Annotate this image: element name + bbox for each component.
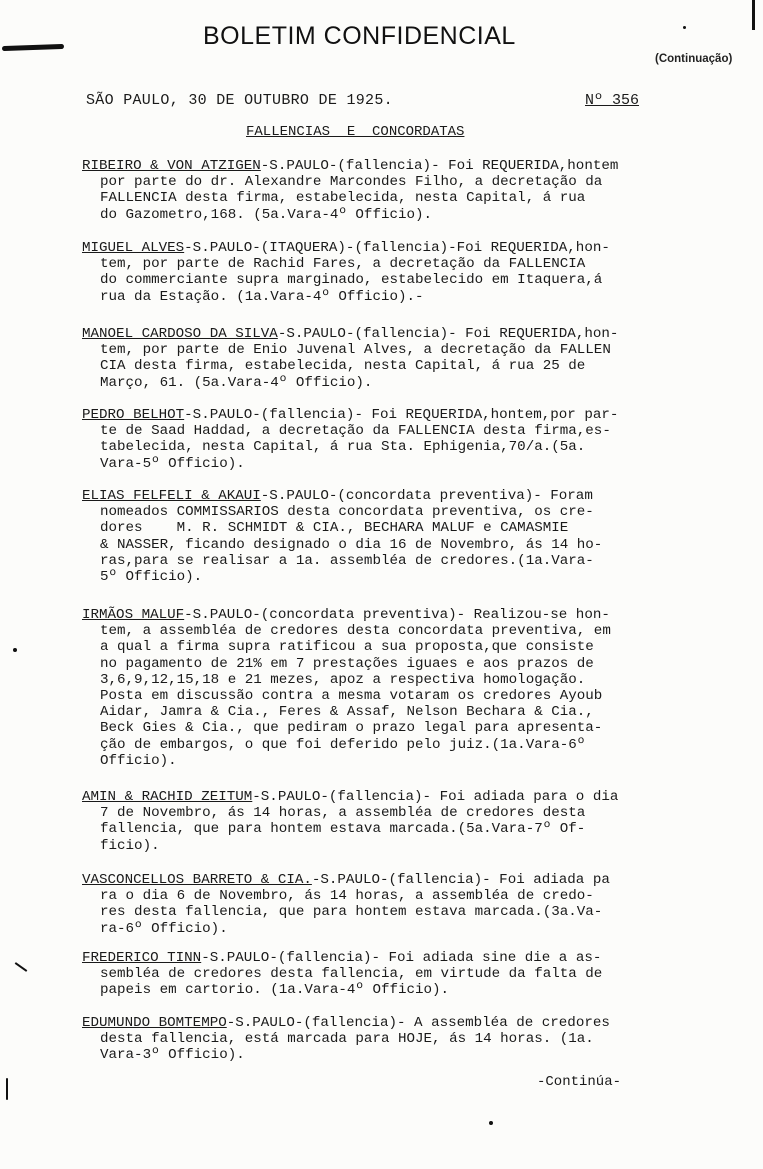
entry-text-line: ficio). bbox=[100, 837, 160, 854]
entry bbox=[82, 607, 611, 769]
entry-text-line: 5º Officio). bbox=[100, 568, 203, 585]
entry-name: VASCONCELLOS BARRETO & CIA. bbox=[82, 872, 312, 888]
entry-text-line: sembléa de credores desta fallencia, em virtude da falta de bbox=[100, 966, 603, 983]
entry-first-line bbox=[82, 240, 610, 256]
entry bbox=[82, 158, 618, 223]
scan-dot bbox=[489, 1121, 493, 1125]
entry-name: AMIN & RACHID ZEITUM bbox=[82, 789, 253, 805]
entry-text-line: 3,6,9,12,15,18 e 21 mezes, apoz a respectiva homologação. bbox=[100, 671, 586, 688]
entry-text-line: Officio). bbox=[100, 752, 177, 769]
entry-text-line: rua da Estação. (1a.Vara-4º Officio).- bbox=[100, 288, 424, 305]
entry-text-line: ra o dia 6 de Novembro, ás 14 horas, a assembléa de credo- bbox=[100, 888, 594, 905]
entry bbox=[82, 407, 618, 472]
continues-label: -Continúa- bbox=[537, 1074, 622, 1090]
entry bbox=[82, 240, 610, 305]
entry-first-line bbox=[82, 872, 610, 888]
entry-first-text: -S.PAULO-(fallencia)- A assembléa de credores bbox=[226, 1015, 610, 1031]
entry-text-line: 7 de Novembro, ás 14 horas, a assembléa de credores desta bbox=[100, 805, 586, 822]
entry-text-line: no pagamento de 21% em 7 prestações iguaes e aos prazos de bbox=[100, 655, 594, 672]
entry-first-text: -S.PAULO-(concordata preventiva)- Realizou-se hon- bbox=[184, 607, 610, 623]
entry-first-text: -S.PAULO-(fallencia)- Foi REQUERIDA,hontem,por par- bbox=[184, 407, 619, 423]
entry bbox=[82, 488, 602, 585]
entry-text-line: nomeados COMMISSARIOS desta concordata preventiva, os cre- bbox=[100, 504, 594, 521]
entry-first-line bbox=[82, 326, 618, 342]
scan-dot bbox=[683, 26, 686, 29]
entry-text-line: Vara-5º Officio). bbox=[100, 455, 245, 472]
entry-first-text: -S.PAULO-(fallencia)- Foi REQUERIDA,hontem bbox=[260, 158, 619, 174]
entry-name: RIBEIRO & VON ATZIGEN bbox=[82, 158, 261, 174]
scan-smudge bbox=[2, 44, 64, 51]
entry-text-line: papeis em cartorio. (1a.Vara-4º Officio). bbox=[100, 982, 450, 999]
entry-text-line: desta fallencia, está marcada para HOJE, ás 14 horas. (1a. bbox=[100, 1031, 594, 1048]
entry-text-line: Aidar, Jamra & Cia., Feres & Assaf, Nelson Bechara & Cia., bbox=[100, 704, 594, 721]
entry-first-line bbox=[82, 789, 618, 805]
entry bbox=[82, 872, 610, 937]
entry-first-text: -S.PAULO-(fallencia)- Foi adiada pa bbox=[311, 872, 610, 888]
entry-first-text: -S.PAULO-(ITAQUERA)-(fallencia)-Foi REQUERIDA,hon- bbox=[184, 240, 610, 256]
entry-text-line: res desta fallencia, que para hontem estava marcada.(3a.Va- bbox=[100, 904, 603, 921]
entry-first-text: -S.PAULO-(concordata preventiva)- Foram bbox=[260, 488, 593, 504]
entry-first-text: -S.PAULO-(fallencia)- Foi adiada para o dia bbox=[252, 789, 619, 805]
entry-text-line: ra-6º Officio). bbox=[100, 920, 228, 937]
section-heading: FALLENCIAS E CONCORDATAS bbox=[246, 124, 465, 140]
entry-name: PEDRO BELHOT bbox=[82, 407, 185, 423]
entry-first-text: -S.PAULO-(fallencia)- Foi REQUERIDA,hon- bbox=[277, 326, 619, 342]
entry-text-line: tem, a assembléa de credores desta concordata preventiva, em bbox=[100, 623, 611, 640]
entry-name: MIGUEL ALVES bbox=[82, 240, 185, 256]
entry-first-line bbox=[82, 950, 602, 966]
entry-first-text: -S.PAULO-(fallencia)- Foi adiada sine die a as- bbox=[201, 950, 602, 966]
entry-first-line bbox=[82, 407, 618, 423]
entry-text-line: tem, por parte de Enio Juvenal Alves, a decretação da FALLEN bbox=[100, 342, 611, 359]
entry bbox=[82, 789, 618, 854]
entry-text-line: tem, por parte de Rachid Fares, a decretação da FALLENCIA bbox=[100, 256, 586, 273]
entry-text-line: Posta em discussão contra a mesma votaram os credores Ayoub bbox=[100, 687, 603, 704]
entry-text-line: & NASSER, ficando designado o dia 16 de Novembro, ás 14 ho- bbox=[100, 536, 603, 553]
entry-text-line: CIA desta firma, estabelecida, nesta Capital, á rua 25 de bbox=[100, 358, 586, 375]
entry bbox=[82, 1015, 610, 1064]
entry-text-line: dores M. R. SCHMIDT & CIA., BECHARA MALUF e CAMASMIE bbox=[100, 520, 569, 537]
entry-name: FREDERICO TINN bbox=[82, 950, 202, 966]
entry-text-line: do commerciante supra marginado, estabelecido em Itaquera,á bbox=[100, 272, 603, 289]
entry bbox=[82, 326, 618, 391]
scan-tick bbox=[15, 962, 28, 972]
scan-dot bbox=[13, 648, 17, 652]
scan-bracket bbox=[6, 1078, 8, 1100]
scan-border-line bbox=[752, 0, 755, 30]
entry-name: EDUMUNDO BOMTEMPO bbox=[82, 1015, 227, 1031]
continuation-label: (Continuação) bbox=[655, 53, 733, 65]
entry-text-line: por parte do dr. Alexandre Marcondes Filho, a decretação da bbox=[100, 174, 603, 191]
entry-text-line: a qual a firma supra ratificou a sua proposta,que consiste bbox=[100, 639, 594, 656]
entry-first-line bbox=[82, 158, 618, 174]
entry-text-line: fallencia, que para hontem estava marcada.(5a.Vara-7º Of- bbox=[100, 821, 586, 838]
entry-text-line: Beck Gies & Cia., que pediram o prazo legal para apresenta- bbox=[100, 720, 603, 737]
entry-text-line: FALLENCIA desta firma, estabelecida, nesta Capital, á rua bbox=[100, 190, 586, 207]
entry-first-line bbox=[82, 1015, 610, 1031]
entry-text-line: Vara-3º Officio). bbox=[100, 1047, 245, 1064]
entry-text-line: tabelecida, nesta Capital, á rua Sta. Ephigenia,70/a.(5a. bbox=[100, 439, 586, 456]
entry bbox=[82, 950, 602, 999]
entry-first-line bbox=[82, 488, 602, 504]
bulletin-number: Nº 356 bbox=[585, 92, 640, 109]
entry-text-line: te de Saad Haddad, a decretação da FALLENCIA desta firma,es- bbox=[100, 423, 611, 440]
entry-first-line bbox=[82, 607, 611, 623]
entry-text-line: Março, 61. (5a.Vara-4º Officio). bbox=[100, 374, 373, 391]
bulletin-title: BOLETIM CONFIDENCIAL bbox=[203, 22, 516, 50]
entry-text-line: ras,para se realisar a 1a. assembléa de credores.(1a.Vara- bbox=[100, 552, 594, 569]
dateline: SÃO PAULO, 30 DE OUTUBRO DE 1925. bbox=[86, 92, 393, 109]
entry-text-line: do Gazometro,168. (5a.Vara-4º Officio). bbox=[100, 206, 433, 223]
entry-text-line: ção de embargos, o que foi deferido pelo juiz.(1a.Vara-6º bbox=[100, 736, 586, 753]
entry-name: ELIAS FELFELI & AKAUI bbox=[82, 488, 261, 504]
entry-name: MANOEL CARDOSO DA SILVA bbox=[82, 326, 278, 342]
entry-name: IRMÃOS MALUF bbox=[82, 607, 185, 623]
